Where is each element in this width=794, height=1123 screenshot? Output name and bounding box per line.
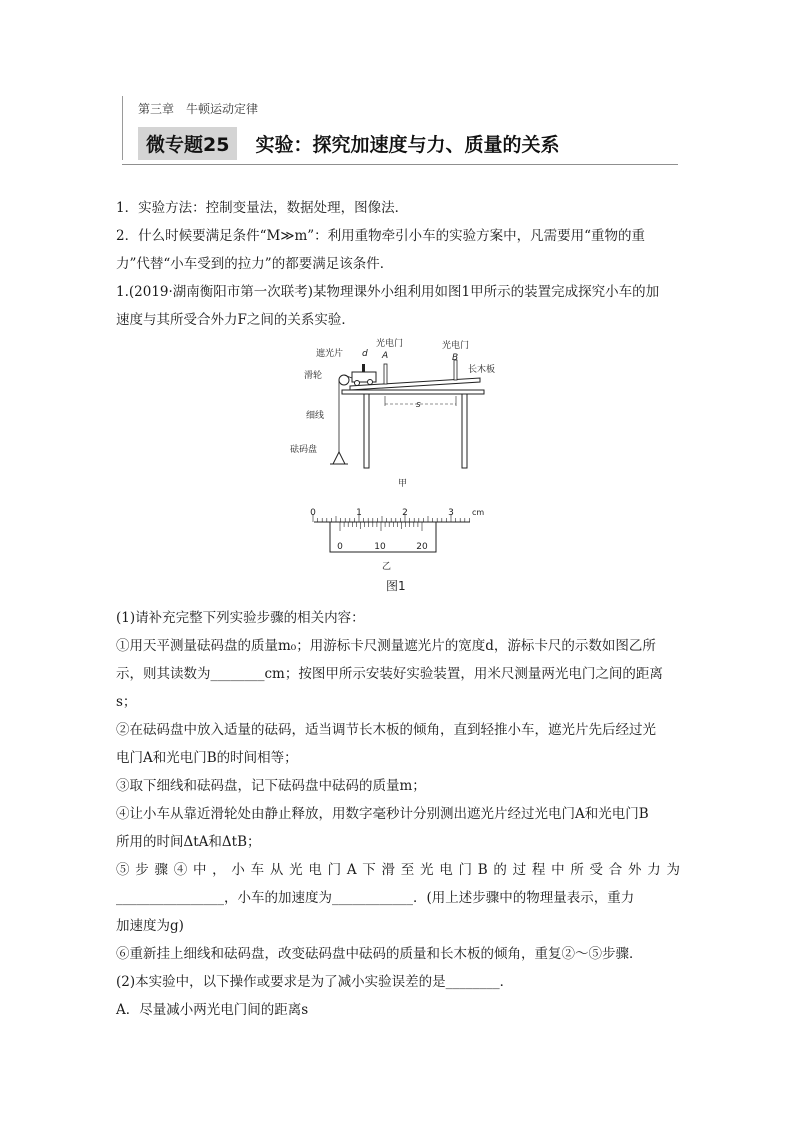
title-row [138, 126, 559, 160]
shading-plate [362, 364, 365, 372]
step-3-line: ③取下细线和砝码盘，记下砝码盘中砝码的质量m； [116, 778, 426, 794]
vernier-tick-label: 20 [416, 542, 428, 552]
page-title: 实验：探究加速度与力、质量的关系 [255, 133, 560, 156]
step-1-line: ①用天平测量砝码盘的质量m₀；用游标卡尺测量遮光片的宽度d，游标卡尺的示数如图乙所 [116, 638, 656, 654]
label-string: 细线 [306, 411, 325, 421]
table-top [342, 390, 484, 394]
main-scale-ticks [313, 514, 469, 522]
steps-block [116, 604, 680, 1024]
step-2-line: 电门A和光电门B的时间相等； [116, 750, 298, 766]
label-gate-a-name: 光电门 [376, 339, 404, 349]
problem-stem [116, 278, 680, 334]
topic-badge: 微专题25 [138, 127, 237, 160]
main-tick-label: 2 [402, 508, 408, 518]
main-scale-unit: cm [472, 508, 485, 517]
problem-line: 1.(2019·湖南衡阳市第一次联考)某物理课外小组利用如图1甲所示的装置完成探究小车的加 [116, 284, 660, 300]
label-s: s [416, 400, 421, 410]
main-tick-label: 1 [356, 508, 362, 518]
intro-line: 2．什么时候要满足条件“M≫m”：利用重物牵引小车的实验方案中，凡需要用“重物的重 [116, 228, 646, 244]
step-6-line: ⑥重新挂上细线和砝码盘，改变砝码盘中砝码的质量和长木板的倾角，重复②～⑤步骤． [116, 946, 643, 962]
label-pan: 砝码盘 [290, 445, 318, 455]
step-2-line: ②在砝码盘中放入适量的砝码，适当调节长木板的倾角，直到轻推小车，遮光片先后经过光 [116, 722, 656, 738]
question-2-stem: (2)本实验中，以下操作或要求是为了减小实验误差的是________． [116, 974, 514, 990]
weight-pan-icon [333, 452, 345, 464]
table-leg-left [364, 394, 369, 468]
main-tick-label: 0 [310, 508, 316, 518]
vernier-tick-label: 10 [374, 542, 386, 552]
vernier-caliper [310, 508, 484, 552]
step-5-line: 加速度为g) [116, 918, 184, 934]
subfigure-label-b: 乙 [382, 562, 392, 572]
header-left-rule [122, 96, 123, 160]
apparatus-figure [290, 334, 530, 604]
label-board: 长木板 [468, 365, 496, 375]
intro-line: 力”代替“小车受到的拉力”的都要满足该条件． [116, 256, 394, 272]
cart-wheel-icon [368, 380, 373, 385]
problem-line: 速度与其所受合外力F之间的关系实验． [116, 312, 355, 328]
steps-heading: (1)请补充完整下列实验步骤的相关内容： [116, 610, 365, 626]
step-4-line: ④让小车从靠近滑轮处由静止释放，用数字毫秒计分别测出遮光片经过光电门A和光电门B [116, 806, 649, 822]
step-4-line: 所用的时间ΔtA和ΔtB； [116, 834, 261, 850]
chapter-label: 第三章 牛顿运动定律 [138, 102, 259, 116]
step-5-line: ________________，小车的加速度为____________．(用上述步骤中的物理量表示，重力 [116, 890, 635, 906]
main-tick-label: 3 [448, 508, 454, 518]
subfigure-label-a: 甲 [398, 479, 408, 489]
title-divider [122, 164, 678, 165]
label-gate-b: B [452, 353, 459, 363]
step-1-line: 示，则其读数为________cm；按图甲所示安装好实验装置，用米尺测量两光电门之间的距离 [116, 666, 663, 682]
label-gate-a: A [382, 351, 389, 361]
step-1-line: s； [116, 694, 137, 710]
question-2-option-a: A．尽量减小两光电门间的距离s [116, 1002, 309, 1018]
photogate-a [384, 364, 387, 384]
intro-block [116, 194, 680, 278]
figure-caption: 图1 [386, 579, 406, 593]
label-pulley: 滑轮 [304, 371, 323, 381]
table-leg-right [462, 394, 467, 468]
cart-wheel-icon [355, 381, 360, 386]
photogate-b [454, 360, 457, 380]
label-d: d [362, 349, 368, 359]
label-shade: 遮光片 [316, 349, 344, 359]
vernier-tick-label: 0 [337, 542, 343, 552]
intro-line: 1．实验方法：控制变量法，数据处理，图像法． [116, 200, 409, 216]
label-gate-b-name: 光电门 [442, 341, 470, 351]
apparatus-svg [290, 334, 530, 604]
step-5-line: ⑤步骤④中，小车从光电门A下滑至光电门B的过程中所受合外力为 [116, 862, 680, 878]
